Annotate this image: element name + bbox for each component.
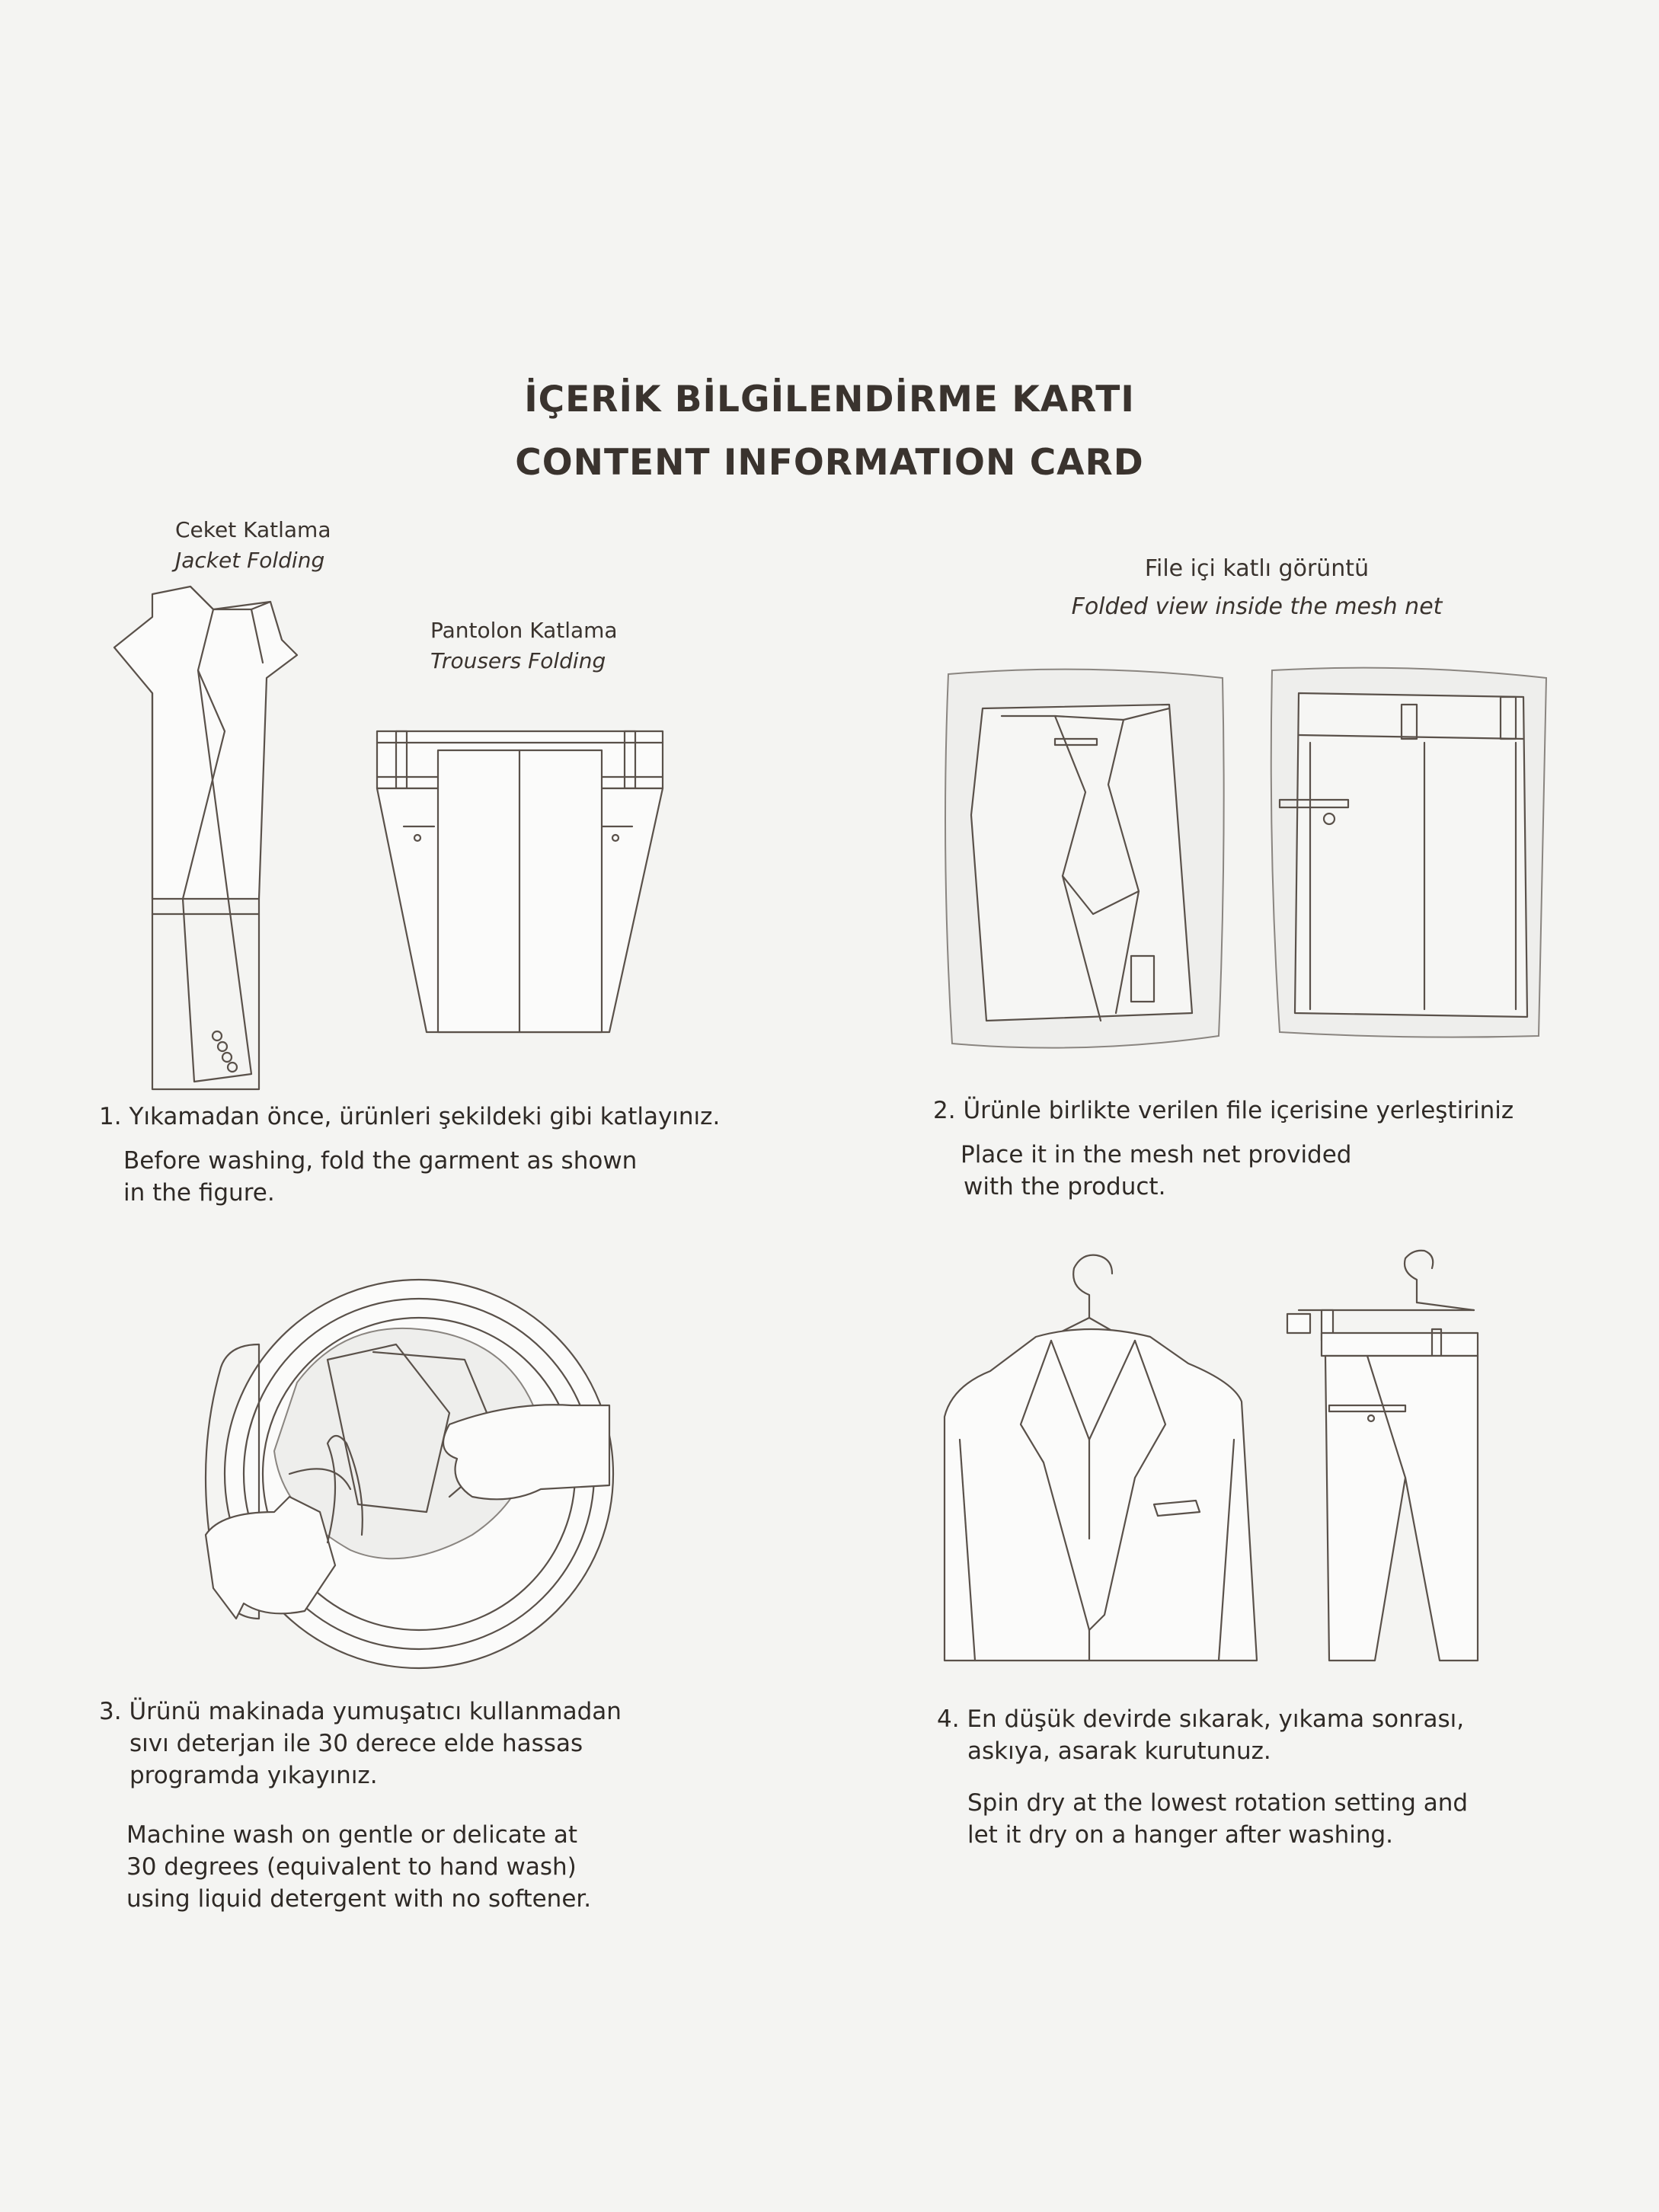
step-1 <box>99 1101 785 1209</box>
title-english: CONTENT INFORMATION CARD <box>515 442 1144 484</box>
step-3-tr-line-1: Ürünü makinada yumuşatıcı kullanmadan <box>129 1698 622 1725</box>
step-1-number: 1. <box>99 1103 122 1130</box>
step-3-en-line-2: 30 degrees (equivalent to hand wash) <box>126 1853 577 1881</box>
step-2 <box>933 1095 1619 1203</box>
step-1-en-line-1: Before washing, fold the garment as shown <box>123 1147 638 1175</box>
trousers-label-tr: Pantolon Katlama <box>430 618 618 643</box>
trousers-folding-icon <box>373 727 670 1044</box>
mesh-label-tr: File içi katlı görüntü <box>1144 555 1370 582</box>
washing-machine-drum-icon <box>145 1261 632 1672</box>
step-3-en-line-3: using liquid detergent with no softener. <box>126 1885 592 1913</box>
mesh-label-en: Folded view inside the mesh net <box>1071 593 1443 620</box>
trousers-on-hanger-icon <box>1283 1249 1482 1668</box>
jacket-folding-icon <box>99 579 358 1097</box>
step-4-en-line-2: let it dry on a hanger after washing. <box>967 1821 1394 1849</box>
step-4-tr-line-2: askıya, asarak kurutunuz. <box>967 1737 1271 1765</box>
step-3 <box>99 1696 785 1915</box>
step-3-number: 3. <box>99 1698 122 1725</box>
step-4-en-line-1: Spin dry at the lowest rotation setting and <box>967 1789 1469 1817</box>
step-4-tr-line-1: En düşük devirde sıkarak, yıkama sonrası, <box>967 1705 1465 1733</box>
jacket-folding-label <box>175 515 331 576</box>
step-1-en-line-2: in the figure. <box>123 1179 275 1207</box>
step-3-en-line-1: Machine wash on gentle or delicate at <box>126 1821 577 1849</box>
title-turkish: İÇERİK BİLGİLENDİRME KARTI <box>524 379 1135 420</box>
step-3-tr-line-3: programda yıkayınız. <box>129 1762 378 1789</box>
step-4-number: 4. <box>937 1705 960 1733</box>
jacket-on-hanger-icon <box>937 1249 1264 1668</box>
step-2-tr: Ürünle birlikte verilen file içerisine yerleştiriniz <box>963 1097 1514 1124</box>
step-4 <box>937 1703 1622 1851</box>
trousers-folding-label <box>430 615 618 676</box>
step-2-en-line-2: with the product. <box>964 1173 1166 1200</box>
trousers-label-en: Trousers Folding <box>430 648 606 673</box>
mesh-net-jacket-icon <box>941 663 1230 1063</box>
step-1-tr: Yıkamadan önce, ürünleri şekildeki gibi katlayınız. <box>129 1103 721 1130</box>
jacket-label-en: Jacket Folding <box>175 548 325 573</box>
jacket-label-tr: Ceket Katlama <box>175 517 331 542</box>
mesh-net-trousers-icon <box>1264 663 1554 1044</box>
step-2-en-line-1: Place it in the mesh net provided <box>961 1141 1352 1168</box>
step-2-number: 2. <box>933 1097 956 1124</box>
mesh-view-label <box>990 550 1523 626</box>
step-3-tr-line-2: sıvı deterjan ile 30 derece elde hassas <box>129 1730 583 1757</box>
